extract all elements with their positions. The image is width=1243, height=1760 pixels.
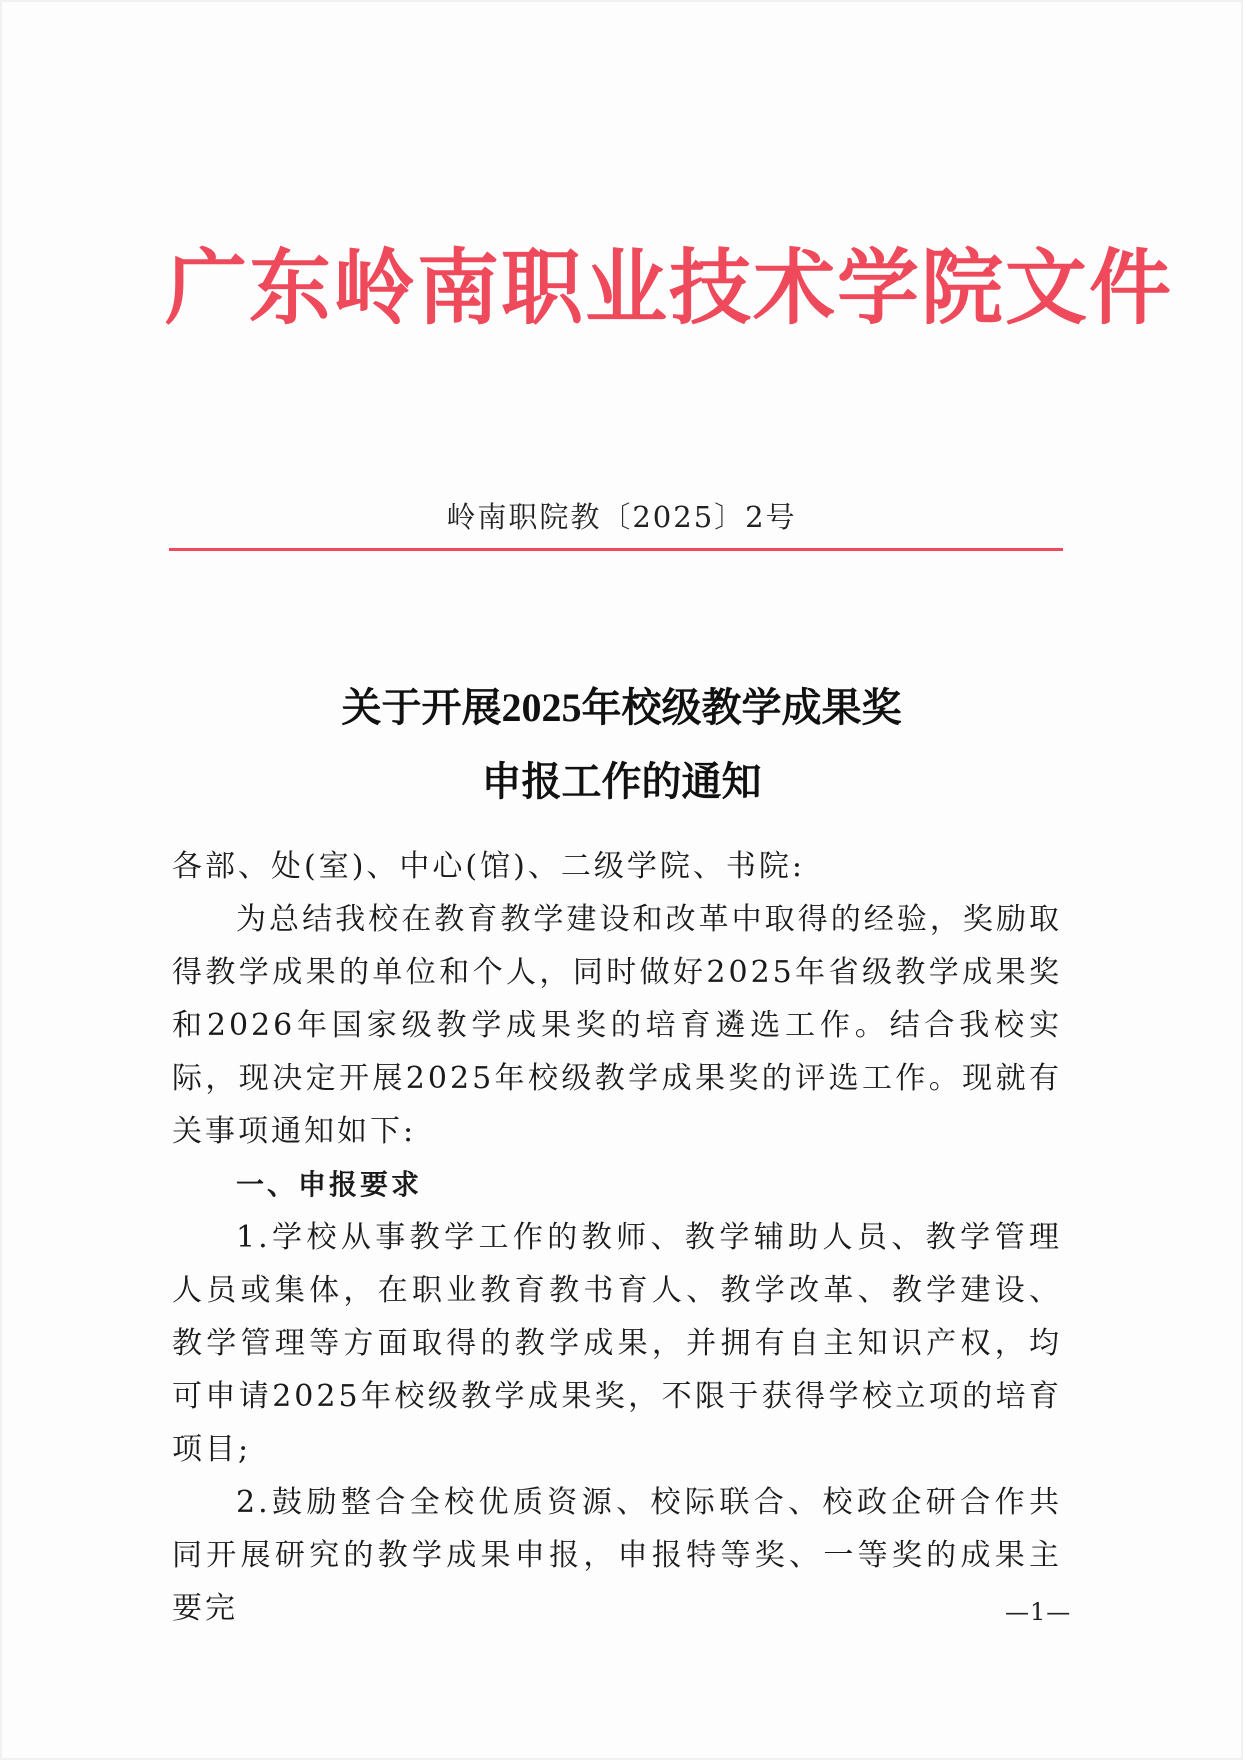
intro-paragraph: 为总结我校在教育教学建设和改革中取得的经验，奖励取得教学成果的单位和个人，同时做好2025年省级教学成果奖和2026年国家级教学成果奖的培育遴选工作。结合我校实际，现决定开展2025年校级教学成果奖的评选工作。现就有关事项通知如下: bbox=[172, 902, 1062, 1149]
section-heading: 一、申报要求 bbox=[236, 1168, 423, 1201]
requirement-item-1: 1.学校从事教学工作的教师、教学辅助人员、教学管理人员或集体，在职业教育教书育人、教学改革、教学建设、教学管理等方面取得的教学成果，并拥有自主知识产权，均可申请2025年校级教学成果奖，不限于获得学校立项的培育项目; bbox=[172, 1220, 1062, 1467]
document-body bbox=[172, 840, 1062, 1635]
notice-title-line1: 关于开展2025年校级教学成果奖 bbox=[341, 685, 902, 730]
notice-title-line2: 申报工作的通知 bbox=[481, 759, 762, 804]
page-number: —1— bbox=[1005, 1598, 1072, 1626]
salutation: 各部、处(室)、中心(馆)、二级学院、书院: bbox=[172, 849, 805, 884]
institution-title: 广东岭南职业技术学院文件 bbox=[165, 240, 1174, 336]
red-divider bbox=[169, 548, 1063, 551]
document-number: 岭南职院教〔2025〕2号 bbox=[446, 500, 797, 534]
requirement-item-2: 2.鼓励整合全校优质资源、校际联合、校政企研合作共同开展研究的教学成果申报，申报特等奖、一等奖的成果主要完 bbox=[172, 1485, 1062, 1626]
